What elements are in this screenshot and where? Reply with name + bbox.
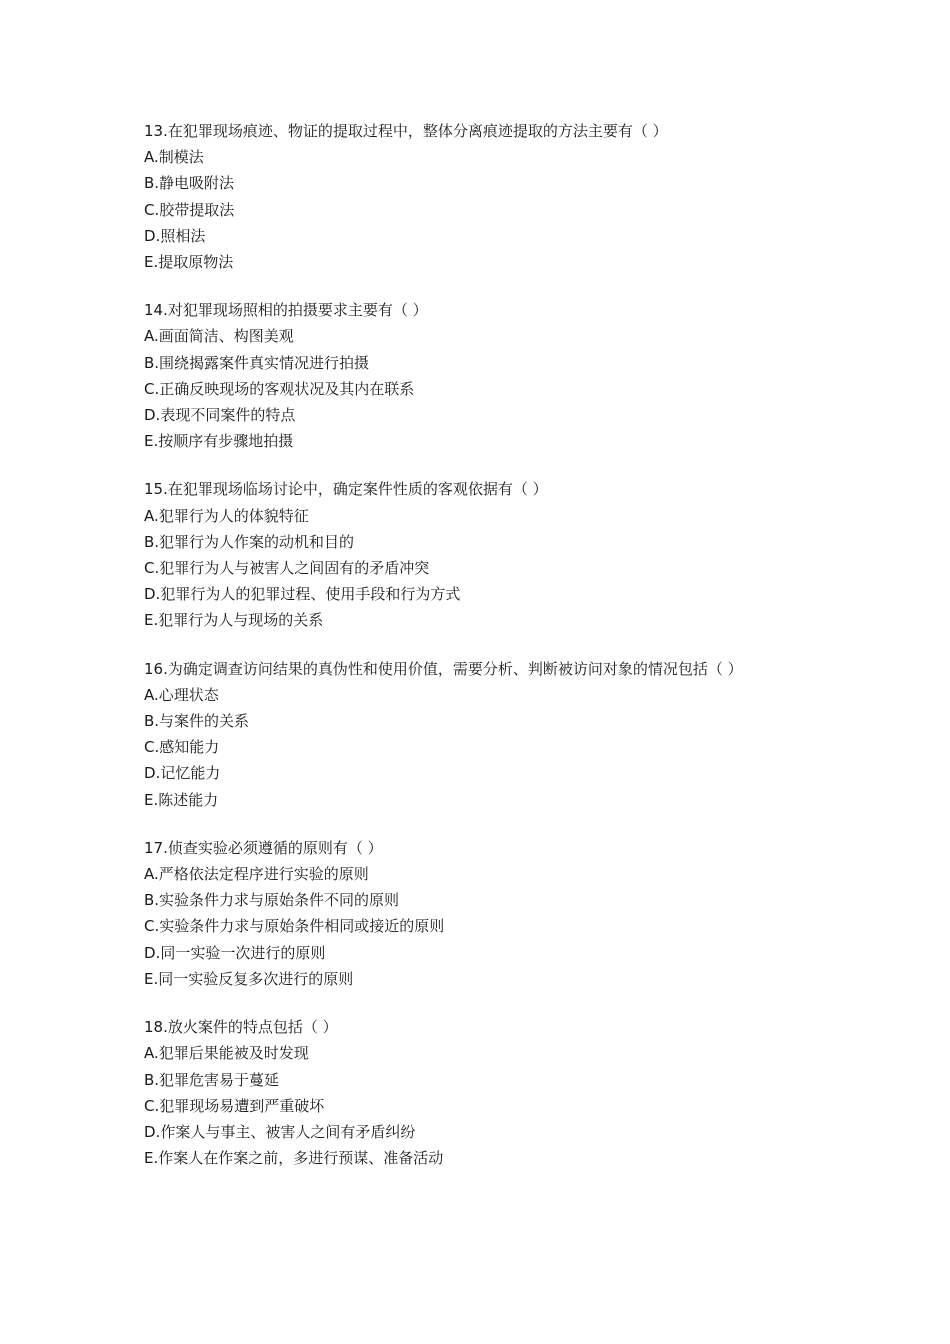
- option-b: B.犯罪行为人作案的动机和目的: [144, 532, 355, 551]
- option-e: E.同一实验反复多次进行的原则: [144, 969, 354, 988]
- option-e: E.按顺序有步骤地拍摄: [144, 432, 294, 451]
- option-c: C.犯罪行为人与被害人之间固有的矛盾冲突: [144, 559, 430, 578]
- option-b: B.实验条件力求与原始条件不同的原则: [144, 891, 400, 910]
- option-a: A.严格依法定程序进行实验的原则: [144, 865, 369, 884]
- option-e: E.陈述能力: [144, 790, 219, 809]
- option-a: A.心理状态: [144, 685, 219, 704]
- option-b: B.与案件的关系: [144, 712, 250, 731]
- option-c: C.感知能力: [144, 738, 220, 757]
- option-d: D.同一实验一次进行的原则: [144, 943, 326, 962]
- question-13: [144, 118, 824, 275]
- question-stem: 15.在犯罪现场临场讨论中，确定案件性质的客观依据有（ ）: [144, 480, 548, 499]
- option-a: A.画面简洁、构图美观: [144, 327, 294, 346]
- option-d: D.犯罪行为人的犯罪过程、使用手段和行为方式: [144, 585, 461, 604]
- question-list: [144, 118, 824, 1193]
- option-c: C.犯罪现场易遭到严重破坏: [144, 1096, 325, 1115]
- question-16: [144, 656, 824, 813]
- question-17: [144, 835, 824, 992]
- option-c: C.实验条件力求与原始条件相同或接近的原则: [144, 917, 445, 936]
- question-14: [144, 297, 824, 454]
- question-18: [144, 1014, 824, 1171]
- option-c: C.胶带提取法: [144, 200, 235, 219]
- option-e: E.作案人在作案之前，多进行预谋、准备活动: [144, 1149, 444, 1168]
- question-stem: 16.为确定调查访问结果的真伪性和使用价值，需要分析、判断被访问对象的情况包括（ ）: [144, 659, 743, 678]
- option-a: A.犯罪后果能被及时发现: [144, 1044, 309, 1063]
- option-d: D.作案人与事主、被害人之间有矛盾纠纷: [144, 1122, 416, 1141]
- option-c: C.正确反映现场的客观状况及其内在联系: [144, 379, 415, 398]
- option-d: D.记忆能力: [144, 764, 221, 783]
- option-d: D.照相法: [144, 226, 206, 245]
- option-b: B.犯罪危害易于蔓延: [144, 1070, 280, 1089]
- question-stem: 17.侦查实验必须遵循的原则有（ ）: [144, 838, 383, 857]
- option-b: B.静电吸附法: [144, 174, 235, 193]
- question-stem: 14.对犯罪现场照相的拍摄要求主要有（ ）: [144, 301, 428, 320]
- question-stem: 13.在犯罪现场痕迹、物证的提取过程中，整体分离痕迹提取的方法主要有（ ）: [144, 122, 668, 140]
- option-a: A.犯罪行为人的体貌特征: [144, 506, 309, 525]
- option-e: E.提取原物法: [144, 253, 234, 272]
- option-a: A.制模法: [144, 148, 204, 167]
- option-e: E.犯罪行为人与现场的关系: [144, 611, 324, 630]
- option-b: B.围绕揭露案件真实情况进行拍摄: [144, 353, 370, 372]
- question-stem: 18.放火案件的特点包括（ ）: [144, 1018, 338, 1037]
- question-15: [144, 476, 824, 633]
- option-d: D.表现不同案件的特点: [144, 406, 296, 425]
